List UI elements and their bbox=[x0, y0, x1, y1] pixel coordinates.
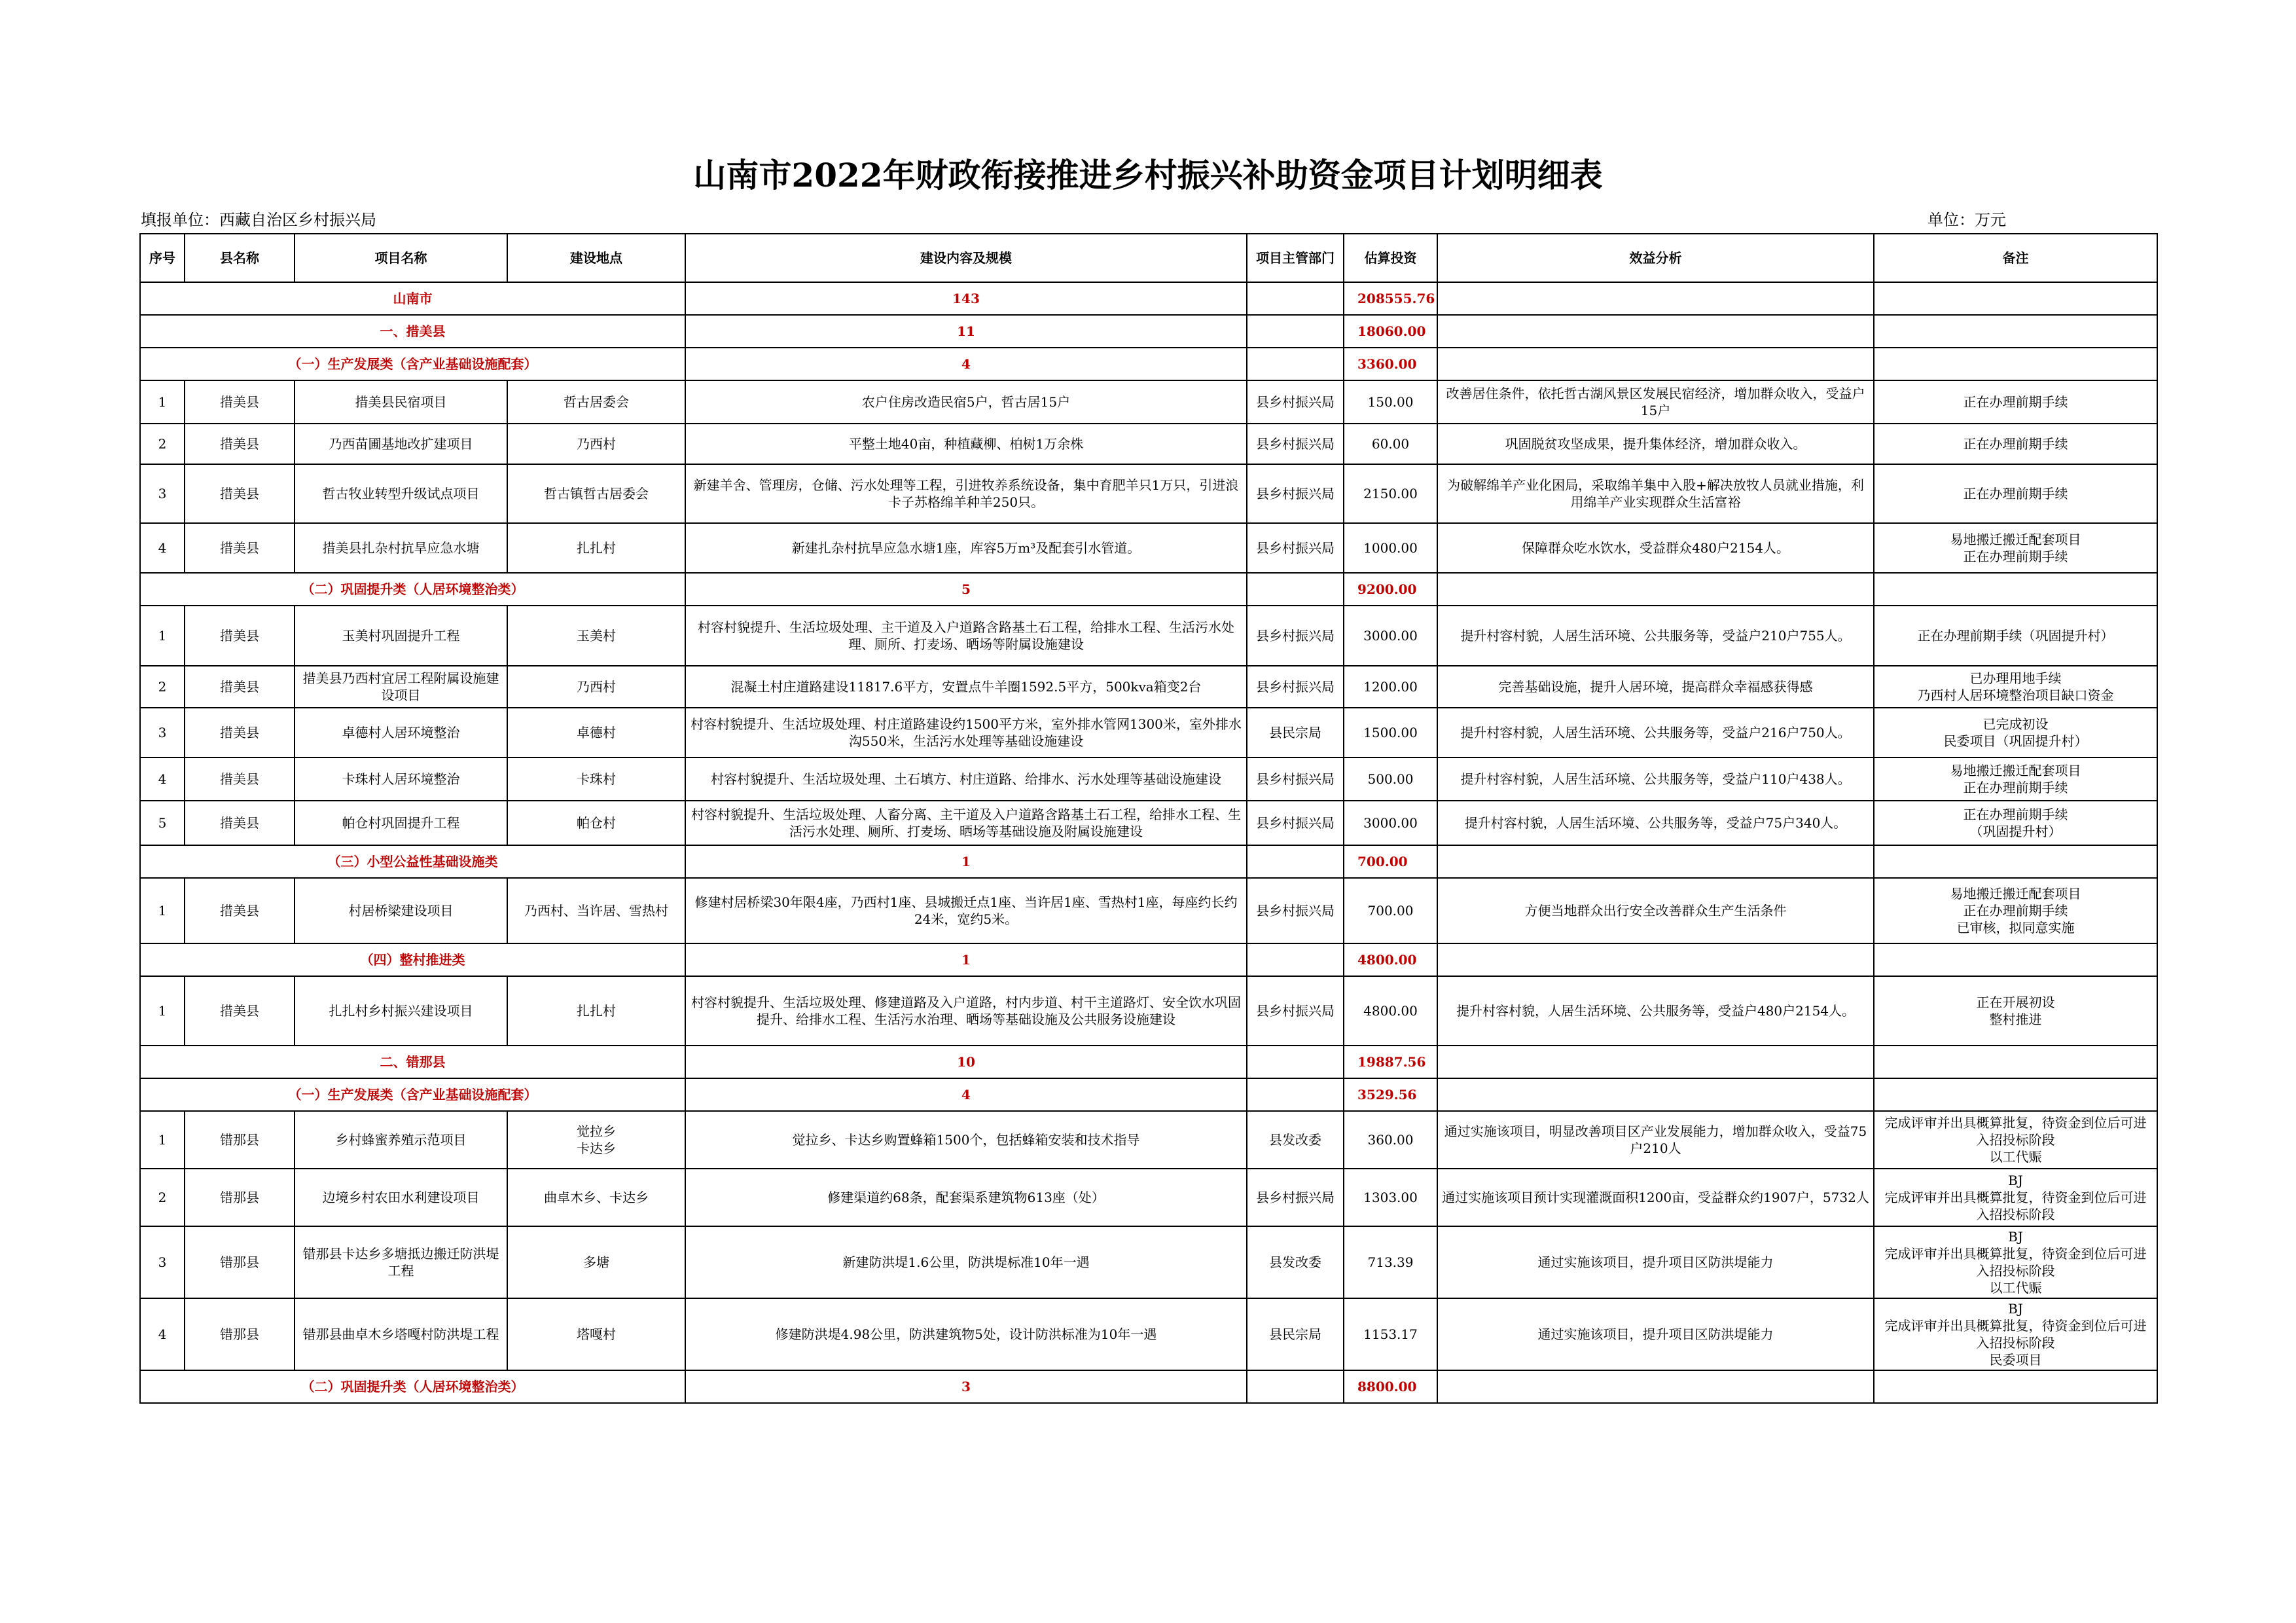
header-cell: 建设内容及规模 bbox=[685, 234, 1247, 282]
project-name: 扎扎村乡村振兴建设项目 bbox=[295, 976, 507, 1046]
table-row bbox=[140, 1169, 2157, 1226]
row-number: 2 bbox=[140, 424, 185, 464]
investment: 1000.00 bbox=[1344, 523, 1437, 573]
benefit-analysis: 方便当地群众出行安全改善群众生产生活条件 bbox=[1437, 878, 1874, 943]
county-name: 措美县 bbox=[185, 666, 295, 708]
benefit-analysis: 提升村容村貌，人居生活环境、公共服务等，受益户110户438人。 bbox=[1437, 757, 1874, 801]
construction-content: 觉拉乡、卡达乡购置蜂箱1500个，包括蜂箱安装和技术指导 bbox=[685, 1111, 1247, 1169]
remark: 完成评审并出具概算批复，待资金到位后可进入招投标阶段 以工代赈 bbox=[1874, 1111, 2157, 1169]
header-cell: 序号 bbox=[140, 234, 185, 282]
table-row bbox=[140, 801, 2157, 845]
investment: 1153.17 bbox=[1344, 1298, 1437, 1370]
summary-row bbox=[140, 1078, 2157, 1111]
county-name: 措美县 bbox=[185, 757, 295, 801]
construction-content: 村容村貌提升、生活垃圾处理、村庄道路建设约1500平方米，室外排水管网1300米，室外排水沟550米，生活污水处理等基础设施建设 bbox=[685, 708, 1247, 757]
remark: 正在开展初设 整村推进 bbox=[1874, 976, 2157, 1046]
remark: BJ 完成评审并出具概算批复，待资金到位后可进入招投标阶段 以工代赈 bbox=[1874, 1226, 2157, 1298]
project-name: 错那县曲卓木乡塔嘎村防洪堤工程 bbox=[295, 1298, 507, 1370]
header-cell: 县名称 bbox=[185, 234, 295, 282]
department: 县乡村振兴局 bbox=[1247, 523, 1344, 573]
project-name: 边境乡村农田水利建设项目 bbox=[295, 1169, 507, 1226]
header-cell: 估算投资 bbox=[1344, 234, 1437, 282]
project-name: 措美县扎杂村抗旱应急水塘 bbox=[295, 523, 507, 573]
project-name: 措美县民宿项目 bbox=[295, 380, 507, 424]
investment: 3000.00 bbox=[1344, 801, 1437, 845]
row-number: 1 bbox=[140, 1111, 185, 1169]
remark: BJ 完成评审并出具概算批复，待资金到位后可进入招投标阶段 民委项目 bbox=[1874, 1298, 2157, 1370]
location: 乃西村 bbox=[507, 666, 685, 708]
project-count: 1 bbox=[685, 943, 1247, 976]
location: 卓德村 bbox=[507, 708, 685, 757]
header-cell: 效益分析 bbox=[1437, 234, 1874, 282]
project-name: 帕仓村巩固提升工程 bbox=[295, 801, 507, 845]
department: 县民宗局 bbox=[1247, 1298, 1344, 1370]
summary-row bbox=[140, 1046, 2157, 1078]
row-number: 4 bbox=[140, 757, 185, 801]
header-cell: 项目名称 bbox=[295, 234, 507, 282]
row-number: 2 bbox=[140, 1169, 185, 1226]
location: 觉拉乡 卡达乡 bbox=[507, 1111, 685, 1169]
project-name: 错那县卡达乡多塘抵边搬迁防洪堤工程 bbox=[295, 1226, 507, 1298]
summary-label: （三）小型公益性基础设施类 bbox=[140, 845, 685, 878]
investment-total: 18060.00 bbox=[1344, 315, 1437, 348]
department: 县乡村振兴局 bbox=[1247, 464, 1344, 523]
summary-label: （四）整村推进类 bbox=[140, 943, 685, 976]
summary-row bbox=[140, 573, 2157, 606]
summary-label: 一、措美县 bbox=[140, 315, 685, 348]
project-name: 乃西苗圃基地改扩建项目 bbox=[295, 424, 507, 464]
construction-content: 修建渠道约68条，配套渠系建筑物613座（处） bbox=[685, 1169, 1247, 1226]
construction-content: 平整土地40亩，种植藏柳、柏树1万余株 bbox=[685, 424, 1247, 464]
department: 县乡村振兴局 bbox=[1247, 976, 1344, 1046]
blank-cell bbox=[1247, 1046, 1344, 1078]
blank-cell bbox=[1874, 1046, 2157, 1078]
benefit-analysis: 提升村容村貌，人居生活环境、公共服务等，受益户480户2154人。 bbox=[1437, 976, 1874, 1046]
department: 县发改委 bbox=[1247, 1226, 1344, 1298]
table-row bbox=[140, 666, 2157, 708]
benefit-analysis: 保障群众吃水饮水，受益群众480户2154人。 bbox=[1437, 523, 1874, 573]
county-name: 错那县 bbox=[185, 1226, 295, 1298]
row-number: 5 bbox=[140, 801, 185, 845]
summary-label: 山南市 bbox=[140, 282, 685, 315]
department: 县乡村振兴局 bbox=[1247, 606, 1344, 666]
department: 县民宗局 bbox=[1247, 708, 1344, 757]
department: 县乡村振兴局 bbox=[1247, 757, 1344, 801]
location: 曲卓木乡、卡达乡 bbox=[507, 1169, 685, 1226]
investment-total: 19887.56 bbox=[1344, 1046, 1437, 1078]
summary-row bbox=[140, 845, 2157, 878]
header-row bbox=[140, 234, 2157, 282]
project-name: 哲古牧业转型升级试点项目 bbox=[295, 464, 507, 523]
blank-cell bbox=[1874, 1078, 2157, 1111]
location: 扎扎村 bbox=[507, 523, 685, 573]
benefit-analysis: 完善基础设施，提升人居环境，提高群众幸福感获得感 bbox=[1437, 666, 1874, 708]
location: 扎扎村 bbox=[507, 976, 685, 1046]
construction-content: 村容村貌提升、生活垃圾处理、主干道及入户道路含路基土石工程，给排水工程、生活污水处理、厕所、打麦场、晒场等附属设施建设 bbox=[685, 606, 1247, 666]
blank-cell bbox=[1247, 1078, 1344, 1111]
reporting-unit: 填报单位：西藏自治区乡村振兴局 bbox=[141, 211, 376, 229]
investment-total: 9200.00 bbox=[1344, 573, 1437, 606]
summary-row bbox=[140, 1370, 2157, 1403]
county-name: 措美县 bbox=[185, 380, 295, 424]
row-number: 2 bbox=[140, 666, 185, 708]
benefit-analysis: 巩固脱贫攻坚成果，提升集体经济，增加群众收入。 bbox=[1437, 424, 1874, 464]
remark: 易地搬迁搬迁配套项目 正在办理前期手续 bbox=[1874, 523, 2157, 573]
blank-cell bbox=[1437, 845, 1874, 878]
investment: 1500.00 bbox=[1344, 708, 1437, 757]
blank-cell bbox=[1247, 845, 1344, 878]
table-row bbox=[140, 380, 2157, 424]
summary-label: 二、错那县 bbox=[140, 1046, 685, 1078]
row-number: 4 bbox=[140, 1298, 185, 1370]
investment-total: 8800.00 bbox=[1344, 1370, 1437, 1403]
project-count: 11 bbox=[685, 315, 1247, 348]
benefit-analysis: 通过实施该项目，提升项目区防洪堤能力 bbox=[1437, 1298, 1874, 1370]
summary-row bbox=[140, 315, 2157, 348]
benefit-analysis: 改善居住条件，依托哲古湖风景区发展民宿经济，增加群众收入，受益户15户 bbox=[1437, 380, 1874, 424]
location: 多塘 bbox=[507, 1226, 685, 1298]
benefit-analysis: 通过实施该项目，提升项目区防洪堤能力 bbox=[1437, 1226, 1874, 1298]
department: 县乡村振兴局 bbox=[1247, 424, 1344, 464]
county-name: 错那县 bbox=[185, 1111, 295, 1169]
location: 塔嘎村 bbox=[507, 1298, 685, 1370]
county-name: 措美县 bbox=[185, 464, 295, 523]
remark: 已办理用地手续 乃西村人居环境整治项目缺口资金 bbox=[1874, 666, 2157, 708]
investment: 1200.00 bbox=[1344, 666, 1437, 708]
blank-cell bbox=[1247, 315, 1344, 348]
department: 县乡村振兴局 bbox=[1247, 801, 1344, 845]
remark: 正在办理前期手续 （巩固提升村） bbox=[1874, 801, 2157, 845]
benefit-analysis: 通过实施该项目预计实现灌溉面积1200亩，受益群众约1907户，5732人 bbox=[1437, 1169, 1874, 1226]
construction-content: 村容村貌提升、生活垃圾处理、人畜分离、主干道及入户道路含路基土石工程，给排水工程、生活污水处理、厕所、打麦场、晒场等基础设施及附属设施建设 bbox=[685, 801, 1247, 845]
remark: 易地搬迁搬迁配套项目 正在办理前期手续 bbox=[1874, 757, 2157, 801]
county-name: 措美县 bbox=[185, 878, 295, 943]
table-row bbox=[140, 1111, 2157, 1169]
blank-cell bbox=[1247, 348, 1344, 380]
header-cell: 备注 bbox=[1874, 234, 2157, 282]
construction-content: 修建防洪堤4.98公里，防洪建筑物5处，设计防洪标准为10年一遇 bbox=[685, 1298, 1247, 1370]
investment: 60.00 bbox=[1344, 424, 1437, 464]
county-name: 错那县 bbox=[185, 1169, 295, 1226]
blank-cell bbox=[1874, 315, 2157, 348]
remark: 已完成初设 民委项目（巩固提升村） bbox=[1874, 708, 2157, 757]
row-number: 3 bbox=[140, 464, 185, 523]
row-number: 4 bbox=[140, 523, 185, 573]
blank-cell bbox=[1437, 315, 1874, 348]
row-number: 1 bbox=[140, 976, 185, 1046]
blank-cell bbox=[1437, 348, 1874, 380]
benefit-analysis: 为破解绵羊产业化困局，采取绵羊集中入股+解决放牧人员就业措施，利用绵羊产业实现群众生活富裕 bbox=[1437, 464, 1874, 523]
table-row bbox=[140, 976, 2157, 1046]
location: 卡珠村 bbox=[507, 757, 685, 801]
project-name: 乡村蜂蜜养殖示范项目 bbox=[295, 1111, 507, 1169]
department: 县发改委 bbox=[1247, 1111, 1344, 1169]
construction-content: 修建村居桥梁30年限4座，乃西村1座、县城搬迁点1座、当许居1座、雪热村1座，每座约长约24米，宽约5米。 bbox=[685, 878, 1247, 943]
remark: 正在办理前期手续 bbox=[1874, 464, 2157, 523]
remark: 正在办理前期手续（巩固提升村） bbox=[1874, 606, 2157, 666]
project-table bbox=[139, 233, 2158, 1404]
location: 乃西村、当许居、雪热村 bbox=[507, 878, 685, 943]
location: 哲古居委会 bbox=[507, 380, 685, 424]
remark: 易地搬迁搬迁配套项目 正在办理前期手续 已审核，拟同意实施 bbox=[1874, 878, 2157, 943]
department: 县乡村振兴局 bbox=[1247, 878, 1344, 943]
county-name: 措美县 bbox=[185, 801, 295, 845]
table-row bbox=[140, 424, 2157, 464]
project-name: 卡珠村人居环境整治 bbox=[295, 757, 507, 801]
county-name: 措美县 bbox=[185, 523, 295, 573]
location: 哲古镇哲古居委会 bbox=[507, 464, 685, 523]
table-row bbox=[140, 1226, 2157, 1298]
table-row bbox=[140, 523, 2157, 573]
project-count: 5 bbox=[685, 573, 1247, 606]
blank-cell bbox=[1437, 282, 1874, 315]
location: 乃西村 bbox=[507, 424, 685, 464]
construction-content: 农户住房改造民宿5户，哲古居15户 bbox=[685, 380, 1247, 424]
project-count: 4 bbox=[685, 348, 1247, 380]
benefit-analysis: 通过实施该项目，明显改善项目区产业发展能力，增加群众收入，受益75户210人 bbox=[1437, 1111, 1874, 1169]
blank-cell bbox=[1247, 943, 1344, 976]
blank-cell bbox=[1437, 943, 1874, 976]
project-count: 3 bbox=[685, 1370, 1247, 1403]
investment: 500.00 bbox=[1344, 757, 1437, 801]
summary-label: （二）巩固提升类（人居环境整治类） bbox=[140, 573, 685, 606]
department: 县乡村振兴局 bbox=[1247, 380, 1344, 424]
construction-content: 村容村貌提升、生活垃圾处理、土石填方、村庄道路、给排水、污水处理等基础设施建设 bbox=[685, 757, 1247, 801]
table-row bbox=[140, 1298, 2157, 1370]
investment-total: 208555.76 bbox=[1344, 282, 1437, 315]
investment-total: 700.00 bbox=[1344, 845, 1437, 878]
remark: 正在办理前期手续 bbox=[1874, 424, 2157, 464]
construction-content: 新建扎杂村抗旱应急水塘1座，库容5万m³及配套引水管道。 bbox=[685, 523, 1247, 573]
location: 帕仓村 bbox=[507, 801, 685, 845]
summary-label: （一）生产发展类（含产业基础设施配套） bbox=[140, 348, 685, 380]
project-count: 1 bbox=[685, 845, 1247, 878]
blank-cell bbox=[1247, 573, 1344, 606]
benefit-analysis: 提升村容村貌，人居生活环境、公共服务等，受益户210户755人。 bbox=[1437, 606, 1874, 666]
table-row bbox=[140, 464, 2157, 523]
benefit-analysis: 提升村容村貌，人居生活环境、公共服务等，受益户75户340人。 bbox=[1437, 801, 1874, 845]
investment-total: 3529.56 bbox=[1344, 1078, 1437, 1111]
summary-row bbox=[140, 282, 2157, 315]
investment-total: 4800.00 bbox=[1344, 943, 1437, 976]
row-number: 1 bbox=[140, 380, 185, 424]
location: 玉美村 bbox=[507, 606, 685, 666]
county-name: 措美县 bbox=[185, 976, 295, 1046]
construction-content: 村容村貌提升、生活垃圾处理、修建道路及入户道路，村内步道、村干主道路灯、安全饮水巩固提升、给排水工程、生活污水治理、晒场等基础设施及公共服务设施建设 bbox=[685, 976, 1247, 1046]
blank-cell bbox=[1437, 1046, 1874, 1078]
table-row bbox=[140, 757, 2157, 801]
blank-cell bbox=[1247, 282, 1344, 315]
table-row bbox=[140, 878, 2157, 943]
blank-cell bbox=[1874, 348, 2157, 380]
construction-content: 新建防洪堤1.6公里，防洪堤标准10年一遇 bbox=[685, 1226, 1247, 1298]
county-name: 措美县 bbox=[185, 606, 295, 666]
project-count: 4 bbox=[685, 1078, 1247, 1111]
blank-cell bbox=[1437, 1078, 1874, 1111]
blank-cell bbox=[1874, 282, 2157, 315]
county-name: 措美县 bbox=[185, 708, 295, 757]
investment: 360.00 bbox=[1344, 1111, 1437, 1169]
row-number: 1 bbox=[140, 878, 185, 943]
project-name: 玉美村巩固提升工程 bbox=[295, 606, 507, 666]
remark: 正在办理前期手续 bbox=[1874, 380, 2157, 424]
row-number: 3 bbox=[140, 1226, 185, 1298]
row-number: 3 bbox=[140, 708, 185, 757]
investment: 713.39 bbox=[1344, 1226, 1437, 1298]
page-title: 山南市2022年财政衔接推进乡村振兴补助资金项目计划明细表 bbox=[693, 156, 1603, 194]
summary-label: （一）生产发展类（含产业基础设施配套） bbox=[140, 1078, 685, 1111]
blank-cell bbox=[1247, 1370, 1344, 1403]
project-name: 措美县乃西村宜居工程附属设施建设项目 bbox=[295, 666, 507, 708]
investment: 150.00 bbox=[1344, 380, 1437, 424]
investment: 2150.00 bbox=[1344, 464, 1437, 523]
blank-cell bbox=[1874, 1370, 2157, 1403]
project-name: 村居桥梁建设项目 bbox=[295, 878, 507, 943]
header-cell: 建设地点 bbox=[507, 234, 685, 282]
currency-unit: 单位：万元 bbox=[1928, 211, 2006, 229]
remark: BJ 完成评审并出具概算批复，待资金到位后可进入招投标阶段 bbox=[1874, 1169, 2157, 1226]
summary-row bbox=[140, 348, 2157, 380]
summary-row bbox=[140, 943, 2157, 976]
table-row bbox=[140, 606, 2157, 666]
construction-content: 新建羊舍、管理房，仓储、污水处理等工程，引进牧养系统设备，集中育肥羊只1万只，引进浪卡子苏格绵羊种羊250只。 bbox=[685, 464, 1247, 523]
blank-cell bbox=[1437, 573, 1874, 606]
investment: 700.00 bbox=[1344, 878, 1437, 943]
project-count: 143 bbox=[685, 282, 1247, 315]
project-count: 10 bbox=[685, 1046, 1247, 1078]
table-row bbox=[140, 708, 2157, 757]
investment: 3000.00 bbox=[1344, 606, 1437, 666]
project-name: 卓德村人居环境整治 bbox=[295, 708, 507, 757]
blank-cell bbox=[1874, 845, 2157, 878]
blank-cell bbox=[1874, 573, 2157, 606]
county-name: 错那县 bbox=[185, 1298, 295, 1370]
investment: 4800.00 bbox=[1344, 976, 1437, 1046]
benefit-analysis: 提升村容村貌，人居生活环境、公共服务等，受益户216户750人。 bbox=[1437, 708, 1874, 757]
blank-cell bbox=[1437, 1370, 1874, 1403]
department: 县乡村振兴局 bbox=[1247, 666, 1344, 708]
investment: 1303.00 bbox=[1344, 1169, 1437, 1226]
summary-label: （二）巩固提升类（人居环境整治类） bbox=[140, 1370, 685, 1403]
row-number: 1 bbox=[140, 606, 185, 666]
construction-content: 混凝土村庄道路建设11817.6平方，安置点牛羊圈1592.5平方，500kva箱变2台 bbox=[685, 666, 1247, 708]
department: 县乡村振兴局 bbox=[1247, 1169, 1344, 1226]
investment-total: 3360.00 bbox=[1344, 348, 1437, 380]
county-name: 措美县 bbox=[185, 424, 295, 464]
table-body bbox=[140, 282, 2157, 1403]
blank-cell bbox=[1874, 943, 2157, 976]
header-cell: 项目主管部门 bbox=[1247, 234, 1344, 282]
